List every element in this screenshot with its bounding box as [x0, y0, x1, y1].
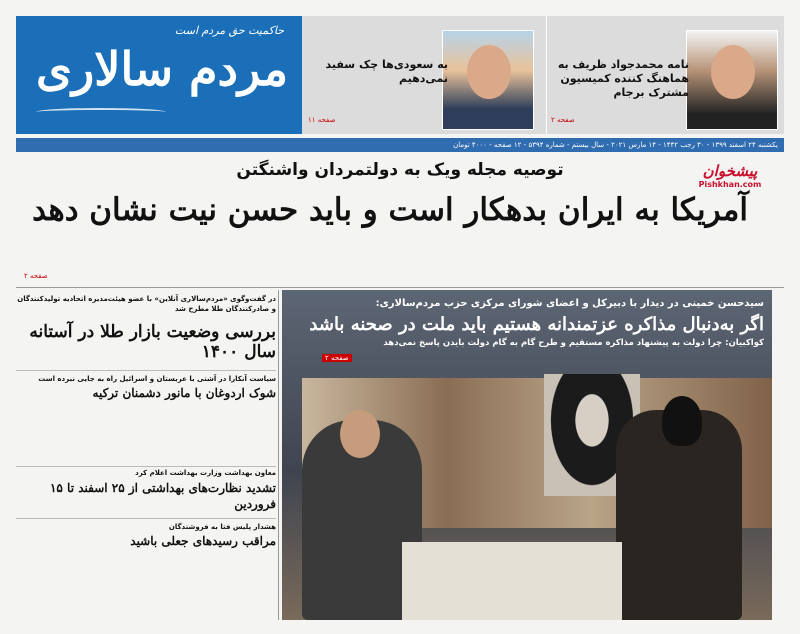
- watermark-name: پیشخوان: [702, 162, 758, 180]
- teaser-saudi[interactable]: [302, 16, 546, 134]
- watermark-url: Pishkhan.com: [698, 180, 762, 189]
- divider: [16, 287, 784, 288]
- photo-caption-kicker: سیدحسن خمینی در دیدار با دبیرکل و اعضای شورای مرکزی حزب مردم‌سالاری:: [375, 298, 764, 309]
- photo-page-ref: صفحه ۲: [322, 354, 352, 362]
- teaser-zarif[interactable]: [546, 16, 784, 134]
- table: [402, 542, 622, 620]
- turkey-kicker: سیاست آنکارا در آشتی با عربستان و اسرائیل راه به جایی نبرده است: [38, 375, 276, 383]
- divider: [16, 370, 276, 371]
- head-icon: [662, 396, 702, 446]
- masthead-tagline: حاکمیت حق مردم است: [174, 24, 284, 37]
- police-body: [16, 554, 276, 614]
- lead-column: [274, 242, 397, 284]
- dateline: یکشنبه ۲۴ اسفند ۱۳۹۹ - ۳۰ رجب ۱۴۴۲ - ۱۴ مارس ۲۰۲۱ - سال بیستم - شماره ۵۳۹۴ - ۱۲ صفحه - ۴۰۰۰ تومان: [16, 138, 784, 152]
- teaser-page: صفحه ۱۱: [308, 116, 336, 124]
- face-icon: [711, 45, 755, 99]
- headline-kicker: توصیه مجله ویک به دولتمردان واشنگتن: [236, 160, 564, 180]
- teaser-text: به سعودی‌ها چک سفید نمی‌دهیم: [325, 58, 448, 85]
- main-photo-story[interactable]: [282, 290, 772, 620]
- head-icon: [340, 410, 380, 458]
- lead-text-columns: [16, 242, 784, 284]
- gold-intro: در گفت‌وگوی «مردم‌سالاری آنلاین» با عضو هیئت‌مدیره اتحادیه تولیدکنندگان و صادرکنندگان طلا مطرح شد: [17, 295, 276, 313]
- police-title[interactable]: مراقب رسیدهای جعلی باشید: [130, 534, 276, 548]
- lead-column: [661, 242, 784, 284]
- lead-page-ref: صفحه ۲: [24, 272, 48, 280]
- photo-caption-title[interactable]: اگر به‌دنبال مذاکره عزتمندانه هستیم باید ملت در صحنه باشد: [309, 314, 764, 335]
- person-right: [616, 410, 742, 620]
- police-kicker: هشدار پلیس فتا به فروشندگان: [168, 523, 276, 531]
- turkey-title[interactable]: شوک اردوغان با مانور دشمنان ترکیه: [92, 386, 276, 400]
- face-icon: [467, 45, 511, 99]
- divider: [16, 518, 276, 519]
- lead-column: [145, 242, 268, 284]
- main-headline[interactable]: آمریکا به ایران بدهکار است و باید حسن نیت نشان دهد: [32, 192, 748, 228]
- teaser-photo: [686, 30, 778, 130]
- left-column: [16, 290, 276, 620]
- teaser-text: نامه محمدجواد ظریف به هماهنگ کننده کمیسیون مشترک برجام: [557, 58, 689, 99]
- health-kicker: معاون بهداشت وزارت بهداشت اعلام کرد: [135, 469, 276, 477]
- teaser-page: صفحه ۲: [551, 116, 575, 124]
- masthead: [16, 16, 302, 134]
- turkey-body: [16, 406, 276, 462]
- column-divider: [278, 290, 279, 620]
- lead-column: [532, 242, 655, 284]
- newspaper-logo[interactable]: مردم سالاری: [35, 42, 288, 96]
- lead-column: [403, 242, 526, 284]
- logo-ribbon-icon: [36, 108, 166, 116]
- health-title[interactable]: تشدید نظارت‌های بهداشتی از ۲۵ اسفند تا ۱۵ فروردین: [49, 481, 276, 511]
- gold-title[interactable]: بررسی وضعیت بازار طلا در آستانه سال ۱۴۰۰: [29, 322, 276, 362]
- divider: [16, 466, 276, 467]
- photo-caption-sub: کواکبیان: چرا دولت به پیشنهاد مذاکره مستقیم و طرح گام به گام دولت بایدن پاسخ نمی‌دهد: [383, 338, 764, 348]
- teaser-photo: [442, 30, 534, 130]
